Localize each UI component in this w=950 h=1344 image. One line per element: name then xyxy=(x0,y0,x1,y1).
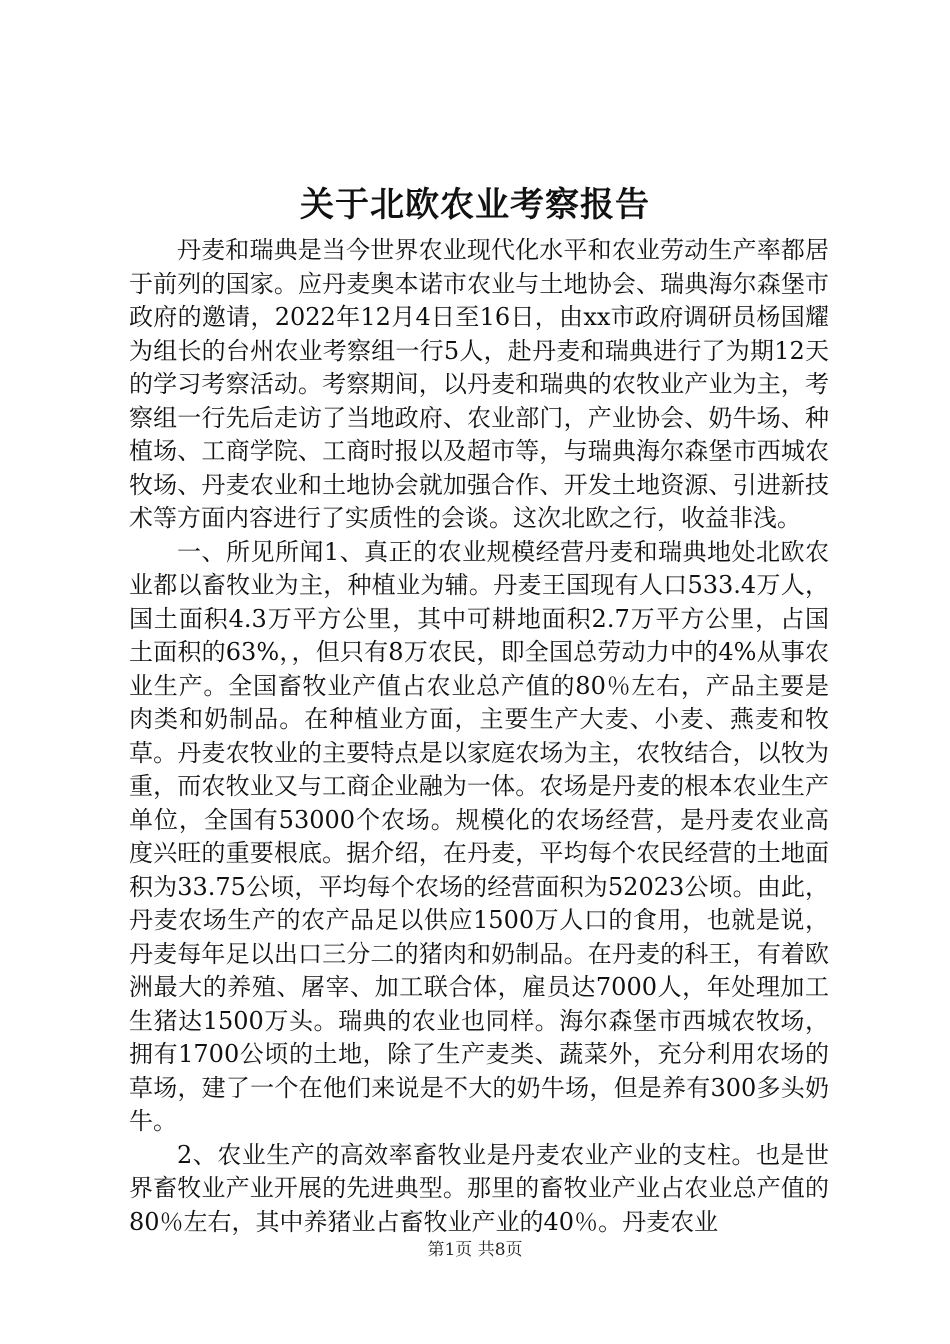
document-body xyxy=(129,234,829,1239)
paragraph-section-1: 一、所见所闻1、真正的农业规模经营丹麦和瑞典地处北欧农业都以畜牧业为主，种植业为辅。丹麦王国现有人口533.4万人，国土面积4.3万平方公里，其中可耕地面积2.7万平方公里，占国土面积的63%，，但只有8万农民，即全国总劳动力中的4%从事农业生产。全国畜牧业产值占农业总产值的80％左右，产品主要是肉类和奶制品。在种植业方面，主要生产大麦、小麦、燕麦和牧草。丹麦农牧业的主要特点是以家庭农场为主，农牧结合，以牧为重，而农牧业又与工商企业融为一体。农场是丹麦的根本农业生产单位，全国有53000个农场。规模化的农场经营，是丹麦农业高度兴旺的重要根底。据介绍，在丹麦，平均每个农民经营的土地面积为33.75公顷，平均每个农场的经营面积为52023公顷。由此，丹麦农场生产的农产品足以供应1500万人口的食用，也就是说，丹麦每年足以出口三分二的猪肉和奶制品。在丹麦的科王，有着欧洲最大的养殖、屠宰、加工联合体，雇员达7000人，年处理加工生猪达1500万头。瑞典的农业也同样。海尔森堡市西城农牧场，拥有1700公顷的土地，除了生产麦类、蔬菜外，充分利用农场的草场，建了一个在他们来说是不大的奶牛场，但是养有300多头奶牛。 xyxy=(129,537,829,1135)
paragraph-intro: 丹麦和瑞典是当今世界农业现代化水平和农业劳动生产率都居于前列的国家。应丹麦奥本诺市农业与土地协会、瑞典海尔森堡市政府的邀请，2022年12月4日至16日，由xx市政府调研员杨国耀为组长的台州农业考察组一行5人，赴丹麦和瑞典进行了为期12天的学习考察活动。考察期间，以丹麦和瑞典的农牧业产业为主，考察组一行先后走访了当地政府、农业部门，产业协会、奶牛场、种植场、工商学院、工商时报以及超市等，与瑞典海尔森堡市西城农牧场、丹麦农业和土地协会就加强合作、开发土地资源、引进新技术等方面内容进行了实质性的会谈。这次北欧之行，收益非浅。 xyxy=(129,236,829,532)
paragraph-section-2: 2、农业生产的高效率畜牧业是丹麦农业产业的支柱。也是世界畜牧业产业开展的先进典型。那里的畜牧业产业占农业总产值的80％左右，其中养猪业占畜牧业产业的40％。丹麦农业 xyxy=(129,1140,829,1236)
page-number-footer: 第1页 共8页 xyxy=(427,1240,523,1260)
document-title: 关于北欧农业考察报告 xyxy=(300,185,650,225)
